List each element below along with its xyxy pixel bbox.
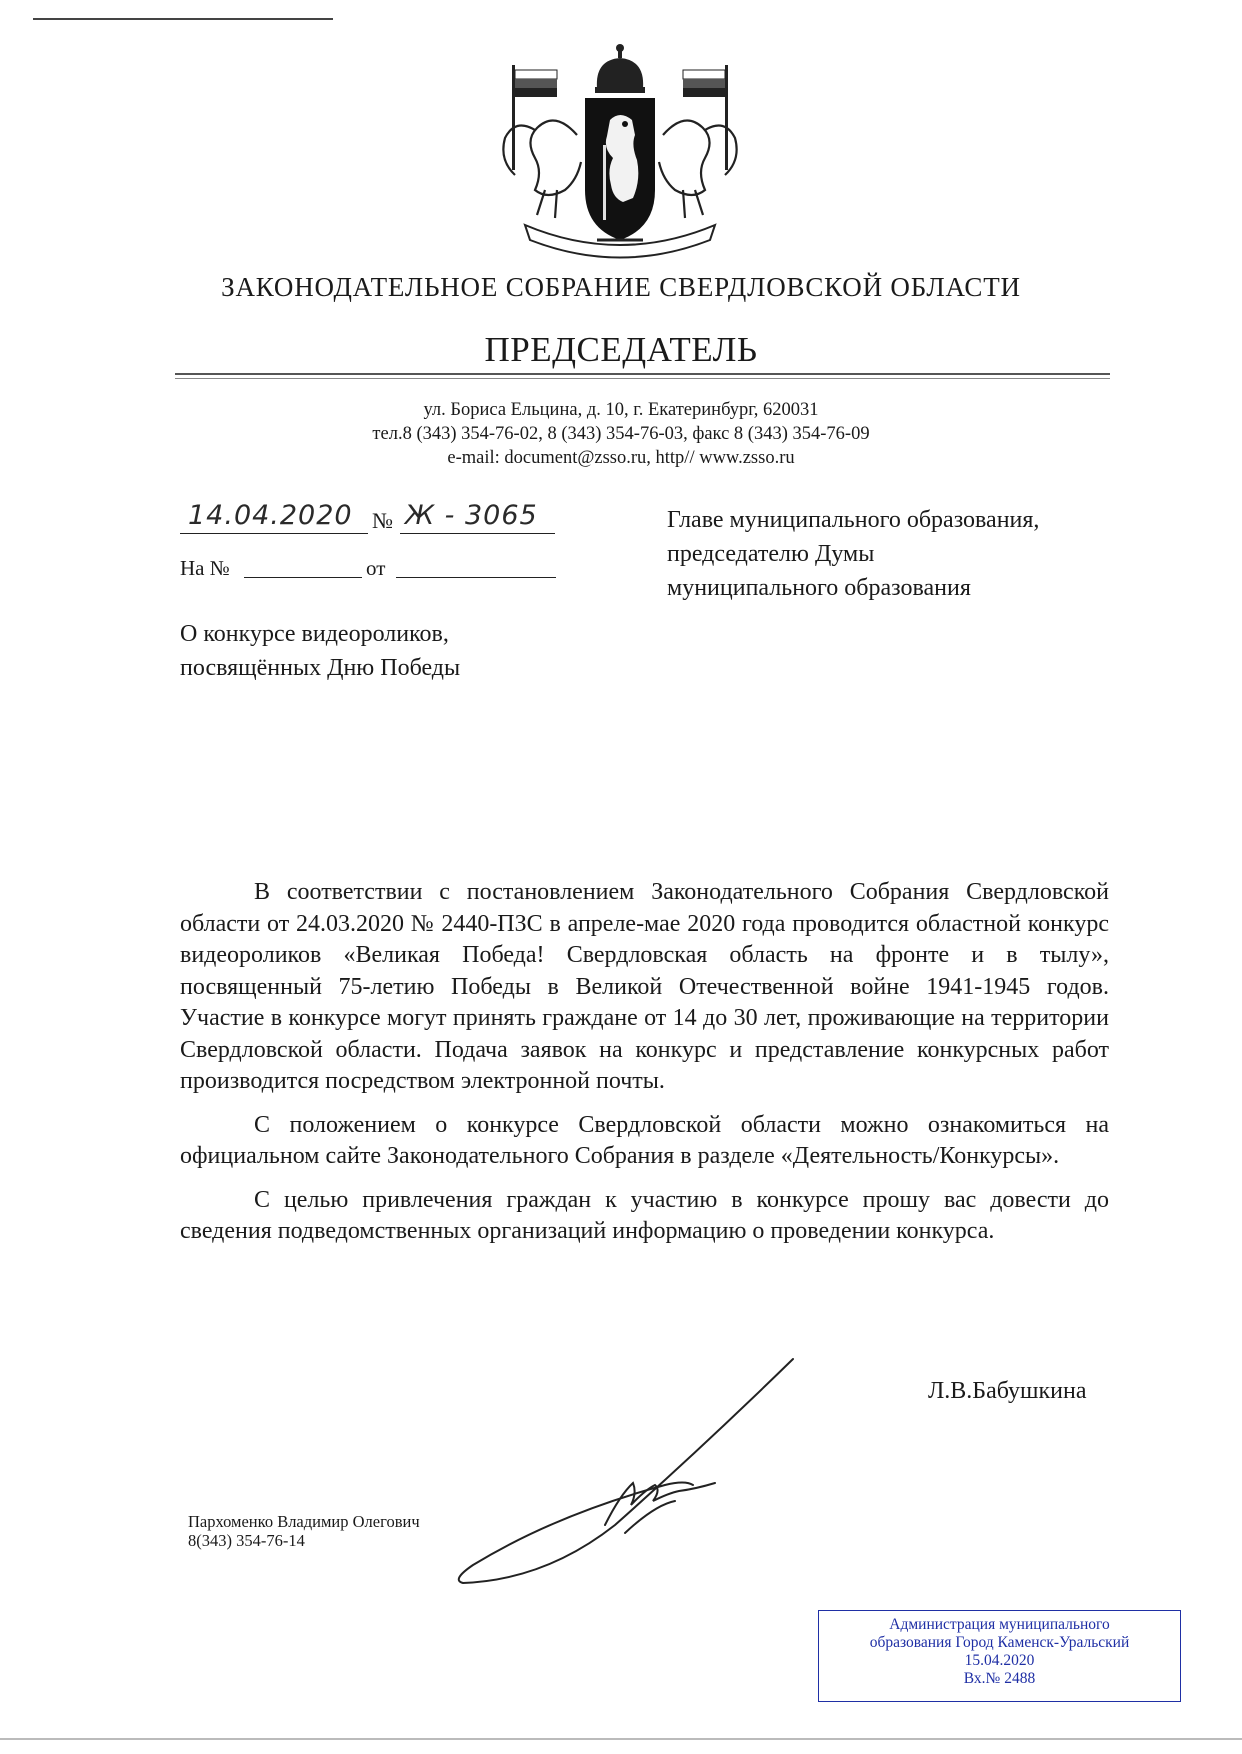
date-underline (180, 533, 368, 534)
recipient-block (667, 503, 1147, 605)
address-line: ул. Бориса Ельцина, д. 10, г. Екатеринбург, 620031 (423, 400, 819, 420)
bottom-edge-line (0, 1738, 1242, 1740)
position-title: ПРЕДСЕДАТЕЛЬ (484, 330, 758, 369)
subject-block (180, 617, 600, 685)
signature-icon (455, 1355, 835, 1595)
reference-date-underline (396, 577, 556, 578)
body-paragraph: С целью привлечения граждан к участию в конкурсе прошу вас довести до сведения подведомственных организаций информацию о проведении конкурса. (180, 1186, 1109, 1244)
body-paragraph: С положением о конкурсе Свердловской области можно ознакомиться на официальном сайте Законодательного Собрания в разделе «Деятельность/Конкурсы». (180, 1111, 1109, 1169)
header-rule-thin (175, 378, 1110, 379)
executor-block (188, 1512, 420, 1550)
stamp-number: Вх.№ 2488 (963, 1670, 1036, 1687)
contact-block (0, 398, 1242, 470)
reference-number-underline (244, 577, 362, 578)
recipient-line: Главе муниципального образования, (667, 507, 1040, 533)
stamp-line: Администрация муниципального (889, 1616, 1110, 1633)
header-rule (175, 373, 1110, 375)
web-line: e-mail: document@zsso.ru, http// www.zsso.ru (447, 448, 795, 468)
executor-name: Пархоменко Владимир Олегович (188, 1512, 420, 1531)
number-sign: № (372, 508, 393, 533)
signatory-name: Л.В.Бабушкина (928, 1378, 1087, 1404)
subject-line: посвящённых Дню Победы (180, 655, 461, 681)
incoming-registration-stamp (818, 1610, 1181, 1702)
subject-line: О конкурсе видеороликов, (180, 621, 449, 647)
document-date: 14.04.2020 (188, 500, 353, 531)
recipient-line: председателю Думы (667, 541, 875, 567)
organization-name: ЗАКОНОДАТЕЛЬНОЕ СОБРАНИЕ СВЕРДЛОВСКОЙ ОБЛАСТИ (221, 272, 1021, 302)
recipient-line: муниципального образования (667, 575, 971, 601)
top-edge-line (33, 18, 333, 20)
stamp-line: образования Город Каменск-Уральский (869, 1634, 1130, 1651)
reference-from-label: от (366, 556, 386, 580)
phone-line: тел.8 (343) 354-76-02, 8 (343) 354-76-03, факс 8 (343) 354-76-09 (372, 424, 870, 444)
coat-of-arms-icon (485, 40, 755, 270)
stamp-date: 15.04.2020 (964, 1652, 1035, 1669)
letter-body (180, 877, 1109, 1260)
executor-phone: 8(343) 354-76-14 (188, 1531, 305, 1550)
number-underline (400, 533, 555, 534)
document-number: Ж - 3065 (405, 500, 538, 531)
body-paragraph: В соответствии с постановлением Законодательного Собрания Свердловской области от 24.03.2020 № 2440-ПЗС в апреле-мае 2020 года проводится областной конкурс видеороликов «Великая Победа! Свердловская область на фронте и в тылу», посвященный 75-летию Победы в Великой Отечественной войне 1941-1945 годов. Участие в конкурсе могут принять граждане от 14 до 30 лет, проживающие на территории Свердловской области. Подача заявок на конкурс и представление конкурсных работ производится посредством электронной почты. (180, 879, 1109, 1094)
reference-label: На № (180, 556, 230, 580)
